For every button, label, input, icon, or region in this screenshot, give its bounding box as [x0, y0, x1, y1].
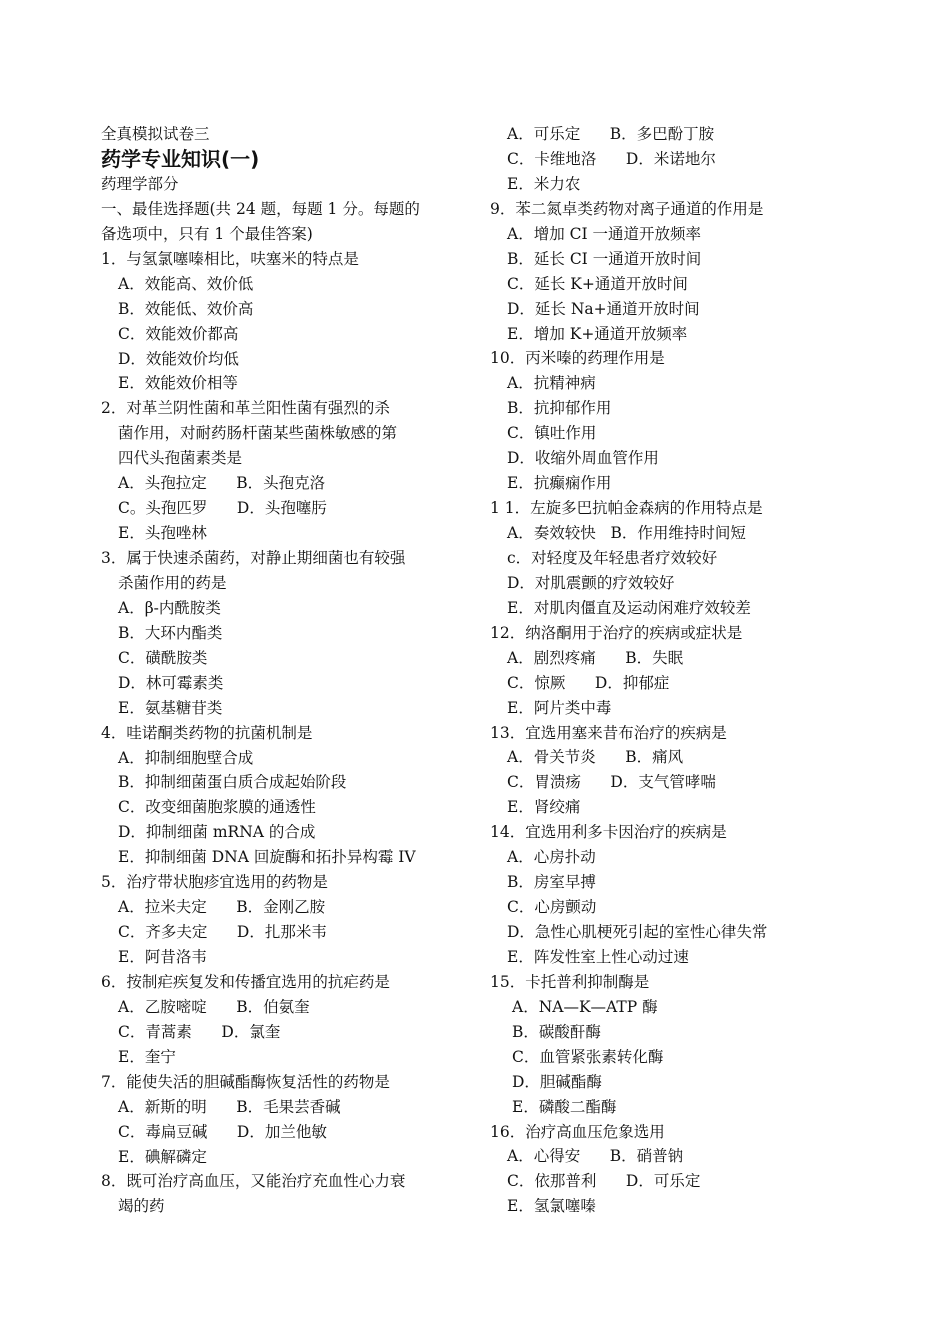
text-line: 备选项中，只有 1 个最佳答案) [101, 224, 313, 243]
text-line: 10．丙米嗪的药理作用是 [490, 349, 665, 368]
text-line: A．奏效较快 B．作用维持时间短 [507, 524, 746, 542]
text-line: D．抑制细菌 mRNA 的合成 [118, 823, 316, 842]
text-line: D．急性心肌梗死引起的室性心律失常 [507, 923, 768, 941]
text-line: B．延长 CI 一通道开放时间 [507, 249, 702, 268]
text-line: E．对肌肉僵直及运动闲难疗效较差 [507, 598, 751, 617]
text-line: A．抑制细胞壁合成 [118, 748, 254, 767]
text-line: B．抑制细菌蛋白质合成起始阶段 [118, 773, 347, 792]
text-line: 6．按制疟疾复发和传播宜选用的抗疟药是 [101, 972, 390, 991]
text-line: 药理学部分 [101, 174, 179, 193]
text-line: E．增加 K+通道开放频率 [507, 324, 688, 343]
text-line: 1 1．左旋多巴抗帕金森病的作用特点是 [490, 499, 763, 518]
text-line: C．卡维地洛 D．米诺地尔 [507, 149, 716, 168]
right-column [490, 122, 890, 1219]
text-line: D．效能效价均低 [118, 349, 239, 368]
text-line: D．胆碱酯酶 [512, 1072, 602, 1091]
text-line: C．血管紧张素转化酶 [512, 1047, 664, 1066]
text-line: 竭的药 [118, 1197, 165, 1216]
text-line: E．肾绞痛 [507, 798, 581, 817]
text-line: E．碘解磷定 [118, 1147, 207, 1166]
text-line: B．效能低、效价高 [118, 299, 254, 318]
text-line: 5．治疗带状胞疹宜选用的药物是 [101, 873, 328, 892]
text-line: 13．宜选用塞来昔布治疗的疾病是 [490, 723, 727, 742]
text-line: E．效能效价相等 [118, 374, 238, 393]
text-line: E．头孢唑林 [118, 524, 207, 543]
text-line: E．抑制细菌 DNA 回旋酶和拓扑异构霉 IV [118, 848, 416, 867]
text-line: A．抗精神病 [507, 374, 596, 393]
text-line: 8．既可治疗高血压，又能治疗充血性心力衰 [101, 1172, 406, 1191]
text-line: C．磺酰胺类 [118, 648, 208, 667]
text-line: B．抗抑郁作用 [507, 399, 612, 418]
text-line: C．效能效价都高 [118, 324, 239, 343]
text-line: 7．能使失活的胆碱酯酶恢复活性的药物是 [101, 1072, 390, 1091]
text-line: B．碳酸酐酶 [512, 1022, 601, 1041]
text-line: A．β-内酰胺类 [118, 598, 221, 617]
text-line: c．对轻度及年轻患者疗效较好 [507, 548, 718, 567]
document-title: 药学专业知识(一) [101, 146, 260, 171]
text-line: 9．苯二氮卓类药物对离子通道的作用是 [490, 199, 764, 218]
text-line: A．骨关节炎 B．痛风 [507, 748, 684, 767]
text-line: E．抗癫痫作用 [507, 474, 612, 493]
text-line: 3．属于快速杀菌药，对静止期细菌也有较强 [101, 549, 406, 567]
text-line: 杀菌作用的药是 [118, 573, 227, 592]
text-line: E．磷酸二酯酶 [512, 1097, 617, 1116]
text-line: D．林可霉素类 [118, 673, 224, 692]
text-line: D．对肌震颤的疗效较好 [507, 573, 675, 592]
text-line: A．剧烈疼痛 B．失眠 [507, 648, 684, 667]
text-line: C．镇吐作用 [507, 424, 597, 443]
left-column [101, 122, 501, 1219]
text-line: 四代头孢菌素类是 [118, 449, 243, 468]
text-line: C．延长 K+通道开放时间 [507, 274, 688, 293]
text-line: A．增加 CI 一通道开放频率 [507, 224, 702, 243]
text-line: C．齐多夫定 D．扎那米韦 [118, 923, 327, 942]
text-line: 菌作用，对耐药肠杆菌某些菌株敏感的第 [118, 424, 398, 443]
text-line: A．心房扑动 [507, 848, 596, 867]
text-line: A．可乐定 B．多巴酚丁胺 [507, 125, 715, 143]
text-line: A．乙胺嘧啶 B．伯氨奎 [118, 997, 310, 1016]
text-line: C．毒扁豆碱 D．加兰他敏 [118, 1122, 327, 1141]
text-line: E．氨基糖苷类 [118, 698, 223, 717]
text-line: A．NA—K—ATP 酶 [512, 997, 658, 1016]
text-line: E．阿片类中毒 [507, 698, 612, 717]
text-line: 14．宜选用利多卡因治疗的疾病是 [490, 823, 727, 842]
text-line: A．心得安 B．硝普钠 [507, 1147, 684, 1166]
text-line: C．心房颤动 [507, 898, 597, 917]
text-line: C．依那普利 D．可乐定 [507, 1172, 701, 1191]
text-line: B．房室早搏 [507, 873, 596, 892]
text-line: E．奎宁 [118, 1047, 176, 1066]
text-line: C．胃溃疡 D．支气管哮喘 [507, 773, 716, 792]
text-line: 一、最佳选择题(共 24 题，每题 1 分。每题的 [101, 199, 420, 218]
text-line: A．头孢拉定 B．头孢克洛 [118, 474, 326, 493]
text-line: A．拉米夫定 B．金刚乙胺 [118, 898, 326, 917]
text-line: C．青蒿素 D．氯奎 [118, 1022, 281, 1041]
text-line: E．氢氯噻嗪 [507, 1197, 596, 1216]
text-line: C．改变细菌胞浆膜的通透性 [118, 798, 316, 817]
text-line: 4．哇诺酮类药物的抗菌机制是 [101, 723, 313, 742]
text-line: E．阿昔洛韦 [118, 948, 207, 966]
text-line: 1．与氢氯噻嗪相比，呋塞米的特点是 [101, 249, 359, 268]
text-line: D．收缩外周血管作用 [507, 449, 659, 468]
text-line: D．延长 Na+通道开放时间 [507, 299, 700, 318]
text-line: 16．治疗高血压危象选用 [490, 1122, 665, 1141]
text-line: 全真模拟试卷三 [101, 125, 210, 143]
text-line: A．新斯的明 B．毛果芸香碱 [118, 1097, 341, 1116]
text-line: E．米力农 [507, 174, 581, 193]
text-line: E．阵发性室上性心动过速 [507, 947, 689, 966]
text-line: C。头孢匹罗 D．头孢噻肟 [118, 499, 327, 518]
text-line: B．大环内酯类 [118, 623, 223, 642]
text-line: 12．纳洛酮用于治疗的疾病或症状是 [490, 623, 743, 642]
text-line: A．效能高、效价低 [118, 274, 254, 293]
text-line: 2．对革兰阴性菌和革兰阳性菌有强烈的杀 [101, 399, 390, 418]
text-line: C．惊厥 D．抑郁症 [507, 673, 670, 692]
text-line: 15．卡托普利抑制酶是 [490, 972, 650, 991]
